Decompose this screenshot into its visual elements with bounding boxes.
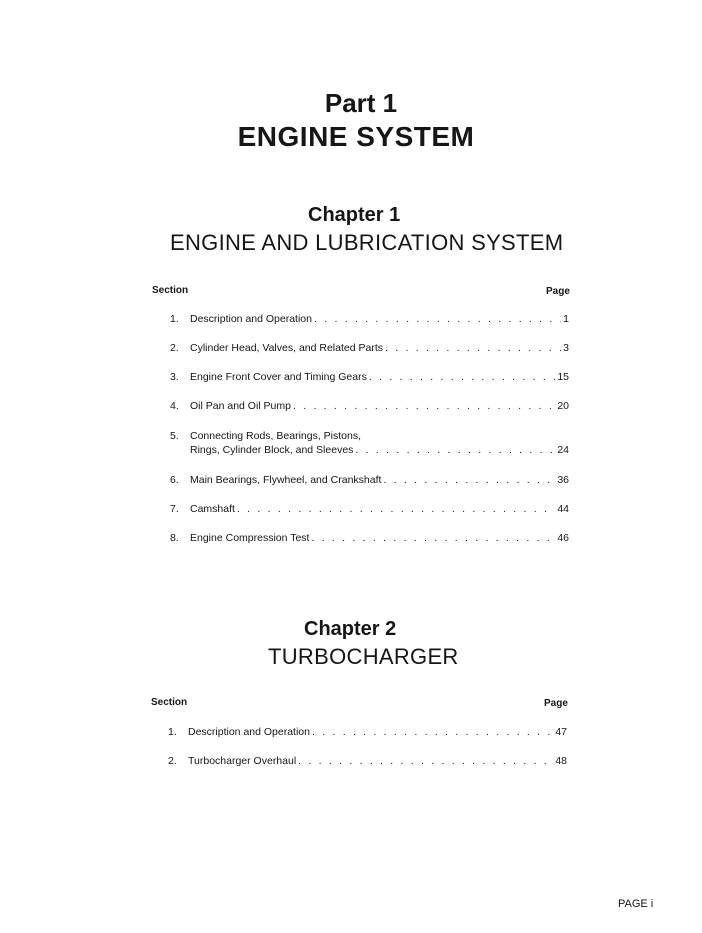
- chapter-1-label: Chapter 1: [308, 204, 401, 226]
- toc-leader-dots: [314, 313, 561, 325]
- toc-entry[interactable]: [170, 400, 570, 414]
- toc-entry-title-line1: Connecting Rods, Bearings, Pistons,: [190, 430, 362, 442]
- toc-entry-number: 1.: [170, 313, 179, 325]
- toc-entry-title: Main Bearings, Flywheel, and Crankshaft: [190, 474, 382, 486]
- toc-entry-title: Rings, Cylinder Block, and Sleeves: [190, 444, 354, 456]
- toc-leader-dots: [237, 503, 555, 515]
- toc-entry-page: 15: [557, 371, 569, 383]
- toc-leader-dots: [355, 444, 555, 456]
- toc-entry-number: 1.: [168, 726, 177, 738]
- toc-entry[interactable]: [168, 755, 568, 769]
- toc-entry-number: 2.: [170, 342, 179, 354]
- chapter-1-title: ENGINE AND LUBRICATION SYSTEM: [170, 230, 564, 255]
- toc-leader-dots: [385, 342, 561, 354]
- toc-entry-page: 46: [557, 532, 569, 544]
- toc-entry-title: Cylinder Head, Valves, and Related Parts: [190, 342, 383, 354]
- toc-entry[interactable]: [170, 474, 570, 488]
- toc-entry-page: 1: [563, 313, 569, 325]
- toc-entry-title: Description and Operation: [190, 313, 312, 325]
- toc-leader-dots: [369, 371, 555, 383]
- part-title: ENGINE SYSTEM: [237, 121, 475, 152]
- toc-entry-page: 20: [557, 400, 569, 412]
- toc-entry[interactable]: [170, 342, 570, 356]
- toc-entry[interactable]: [170, 371, 570, 385]
- toc-entry-number: 8.: [170, 532, 179, 544]
- chapter-2-section-header: Section: [151, 697, 188, 708]
- chapter-2-label: Chapter 2: [304, 618, 397, 640]
- toc-entry-page: 47: [555, 726, 567, 738]
- toc-leader-dots: [383, 474, 555, 486]
- toc-entry-title: Camshaft: [190, 503, 235, 515]
- toc-entry[interactable]: [170, 532, 570, 546]
- toc-entry-number: 4.: [170, 400, 179, 412]
- toc-entry-number: 5.: [170, 430, 179, 442]
- chapter-2-page-header: Page: [544, 698, 568, 709]
- toc-entry-number: 7.: [170, 503, 179, 515]
- part-label: Part 1: [324, 88, 398, 118]
- toc-entry-title: Description and Operation: [188, 726, 310, 738]
- toc-entry-page: 36: [557, 474, 569, 486]
- toc-leader-dots: [293, 400, 555, 412]
- chapter-2-title: TURBOCHARGER: [268, 644, 459, 669]
- toc-entry-title: Engine Front Cover and Timing Gears: [190, 371, 367, 383]
- toc-entry-title: Oil Pan and Oil Pump: [190, 400, 291, 412]
- toc-entry-page: 44: [557, 503, 569, 515]
- toc-entry-title: Turbocharger Overhaul: [188, 755, 297, 767]
- toc-entry-number: 2.: [168, 755, 177, 767]
- toc-entry-number: 6.: [170, 474, 179, 486]
- toc-entry[interactable]: [170, 430, 570, 460]
- toc-entry[interactable]: [170, 313, 570, 327]
- page-number: PAGE i: [618, 898, 654, 910]
- toc-entry-title: Engine Compression Test: [190, 532, 310, 544]
- toc-entry-page: 3: [563, 342, 569, 354]
- toc-entry-page: 48: [555, 755, 567, 767]
- toc-entry-page: 24: [557, 444, 569, 456]
- toc-entry[interactable]: [170, 503, 570, 517]
- chapter-1-section-header: Section: [152, 285, 189, 296]
- chapter-1-page-header: Page: [546, 286, 570, 297]
- toc-leader-dots: [311, 532, 555, 544]
- toc-leader-dots: [298, 755, 553, 767]
- toc-entry-number: 3.: [170, 371, 179, 383]
- toc-entry[interactable]: [168, 726, 568, 740]
- toc-leader-dots: [312, 726, 553, 738]
